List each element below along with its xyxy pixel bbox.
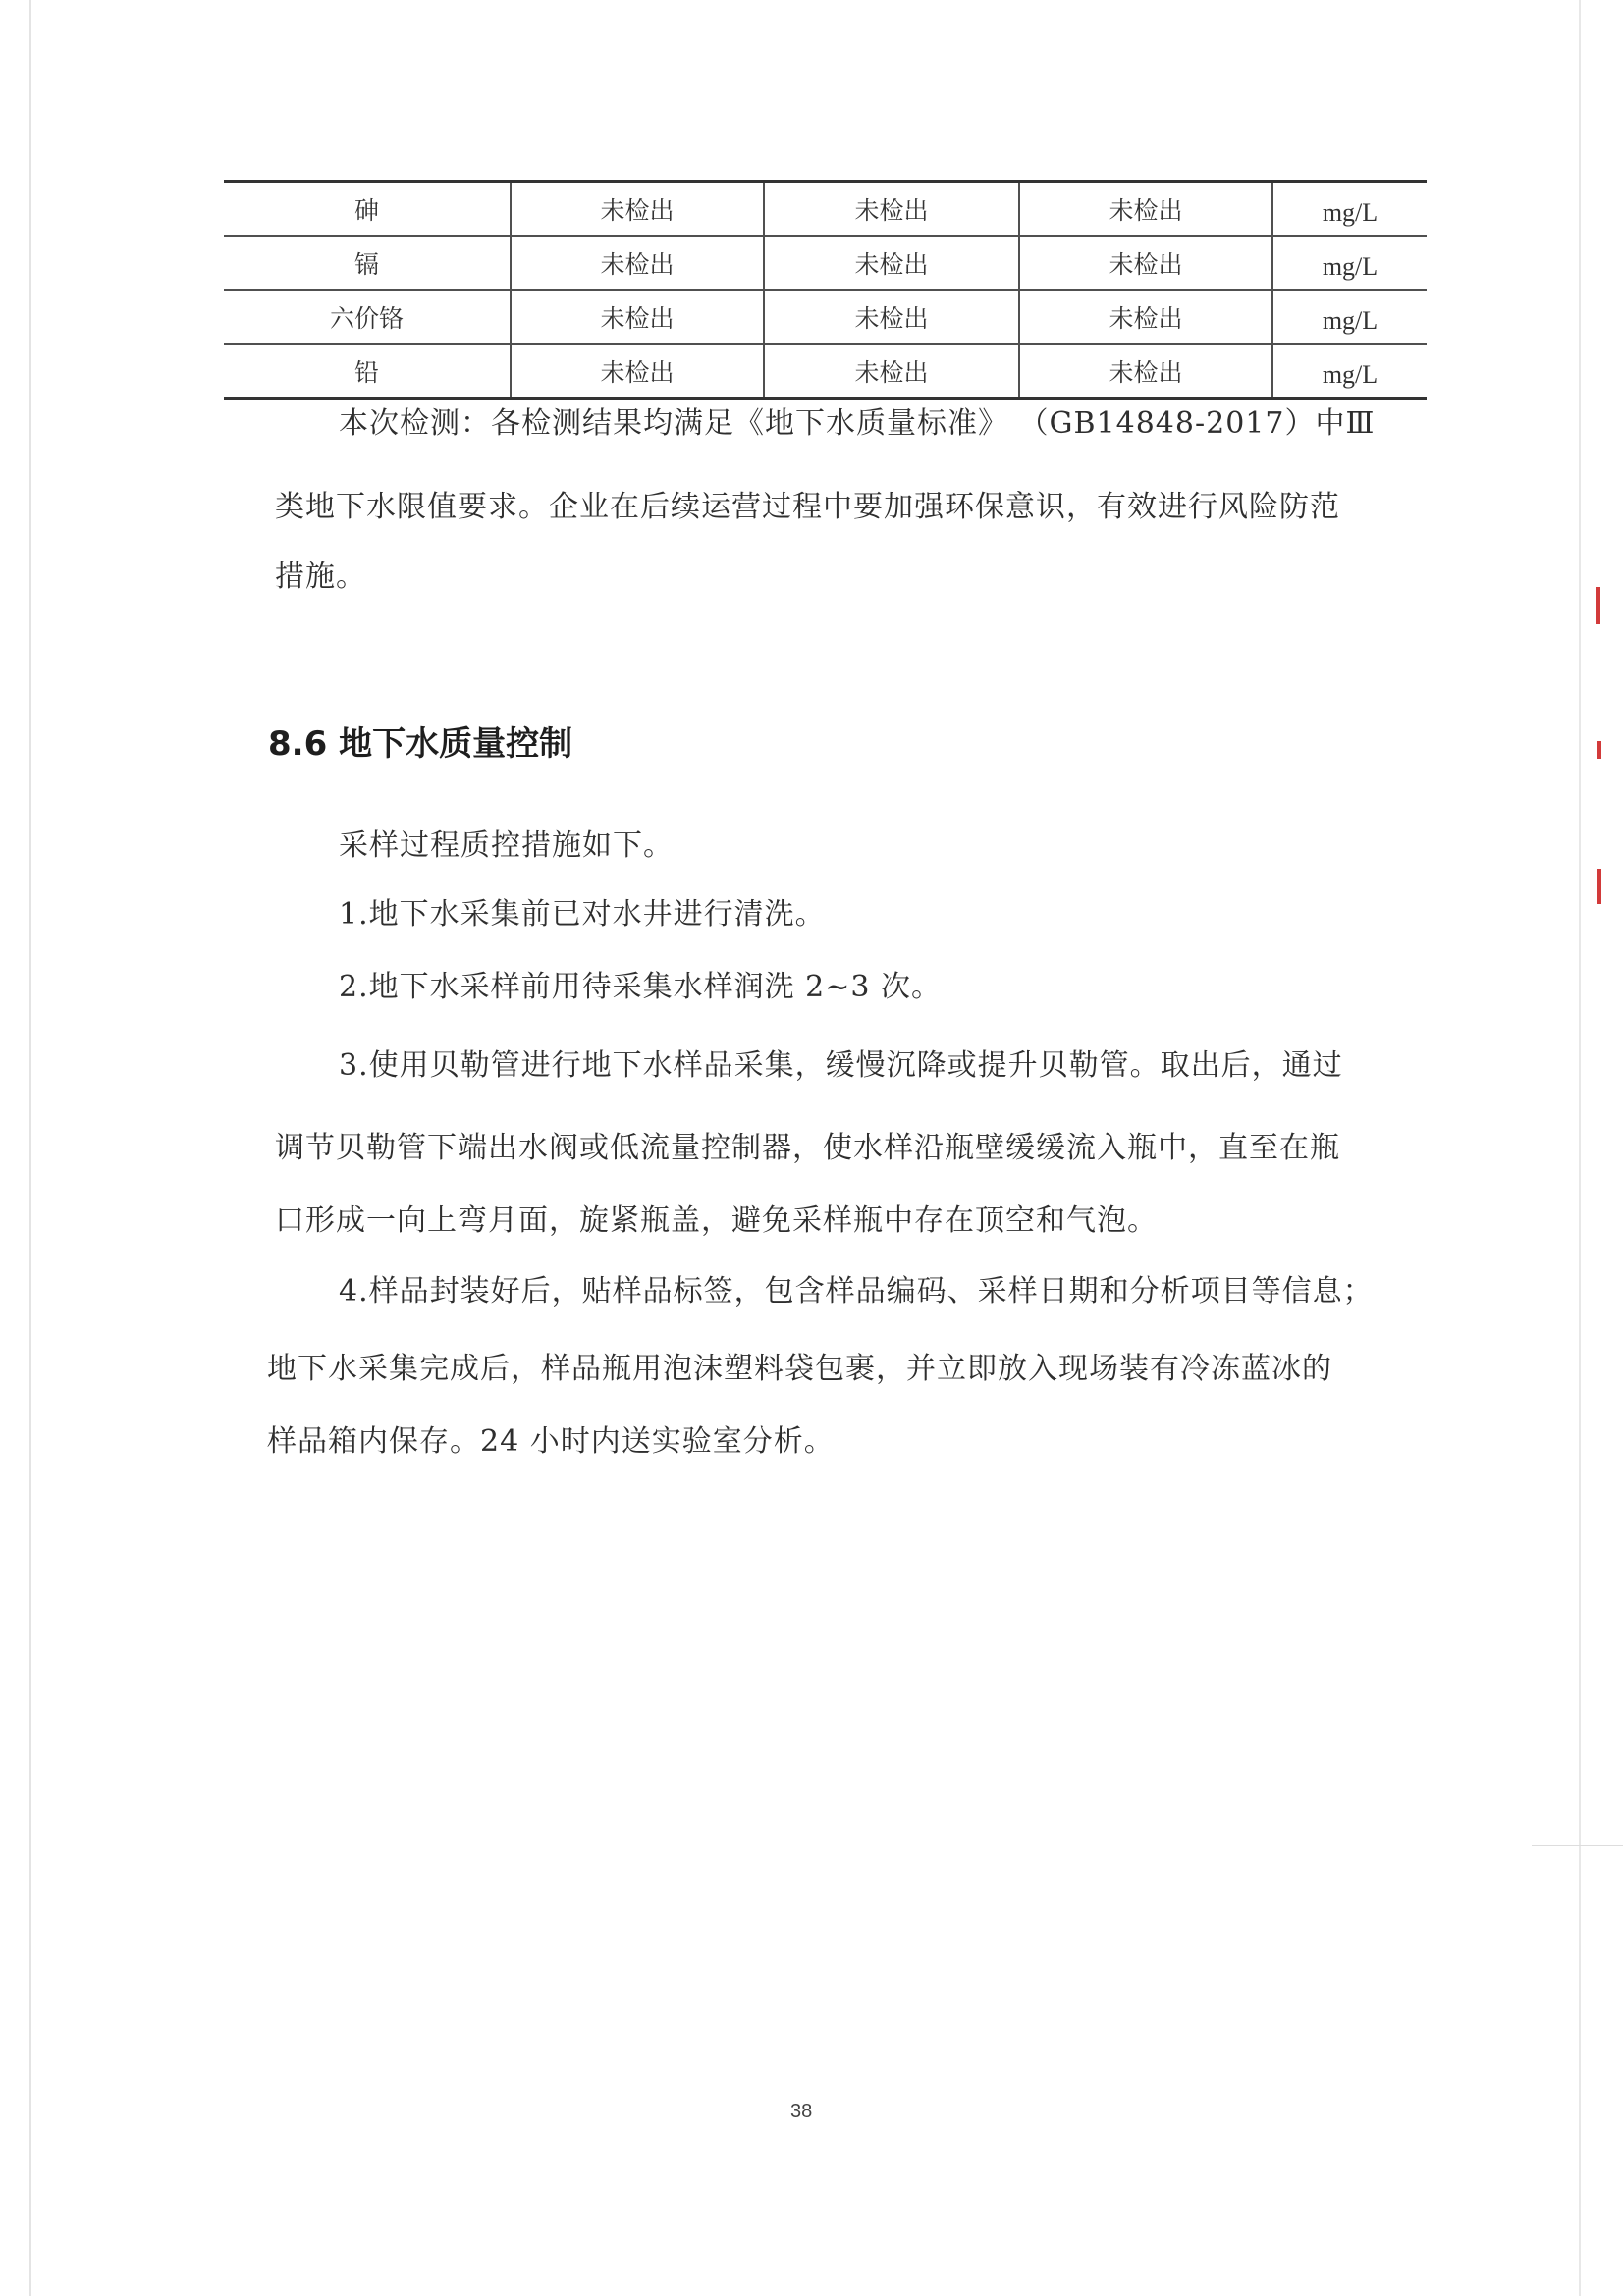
list-item: 4.样品封装好后，贴样品标签，包含样品编码、采样日期和分析项目等信息； (339, 1274, 1374, 1308)
result-cell: 未检出 (511, 344, 764, 399)
page-number: 38 (790, 2101, 813, 2122)
section-heading: 8.6 地下水质量控制 (268, 724, 573, 764)
scan-mark (1596, 587, 1600, 624)
list-item: 1.地下水采集前已对水井进行清洗。 (339, 897, 826, 932)
results-table (224, 180, 1427, 400)
scan-edge-left (29, 0, 31, 2296)
parameter-cell: 砷 (224, 182, 511, 237)
parameter-cell: 镉 (224, 236, 511, 290)
result-cell: 未检出 (1019, 344, 1272, 399)
conclusion-line: 类地下水限值要求。企业在后续运营过程中要加强环保意识，有效进行风险防范 (275, 490, 1340, 524)
result-cell: 未检出 (764, 344, 1019, 399)
scan-mark (1597, 869, 1601, 904)
scan-mark (1597, 741, 1601, 759)
result-cell: 未检出 (511, 182, 764, 237)
list-item-continuation: 调节贝勒管下端出水阀或低流量控制器，使水样沿瓶壁缓缓流入瓶中，直至在瓶 (275, 1131, 1340, 1165)
table-row (224, 182, 1427, 237)
result-cell: 未检出 (764, 182, 1019, 237)
table-row (224, 344, 1427, 399)
parameter-cell: 铅 (224, 344, 511, 399)
conclusion-line: 措施。 (275, 560, 366, 594)
list-item-continuation: 样品箱内保存。24 小时内送实验室分析。 (267, 1424, 835, 1459)
result-cell: 未检出 (764, 236, 1019, 290)
table-row (224, 290, 1427, 344)
result-cell: 未检出 (1019, 236, 1272, 290)
intro-text: 采样过程质控措施如下。 (339, 828, 674, 863)
table-row (224, 236, 1427, 290)
result-cell: 未检出 (1019, 182, 1272, 237)
list-item-continuation: 口形成一向上弯月面，旋紧瓶盖，避免采样瓶中存在顶空和气泡。 (275, 1203, 1158, 1238)
list-item-continuation: 地下水采集完成后，样品瓶用泡沫塑料袋包裹，并立即放入现场装有冷冻蓝冰的 (267, 1352, 1332, 1386)
unit-cell: mg/L (1272, 182, 1427, 237)
result-cell: 未检出 (511, 290, 764, 344)
scan-edge-right (1579, 0, 1581, 2296)
scan-line-bottom (1532, 1845, 1623, 1846)
result-cell: 未检出 (511, 236, 764, 290)
conclusion-line: 本次检测：各检测结果均满足《地下水质量标准》 （GB14848-2017）中Ⅲ (339, 406, 1376, 441)
list-item: 3.使用贝勒管进行地下水样品采集，缓慢沉降或提升贝勒管。取出后，通过 (339, 1048, 1343, 1083)
unit-cell: mg/L (1272, 344, 1427, 399)
unit-cell: mg/L (1272, 290, 1427, 344)
list-item: 2.地下水采样前用待采集水样润洗 2~3 次。 (339, 970, 943, 1004)
result-cell: 未检出 (764, 290, 1019, 344)
unit-cell: mg/L (1272, 236, 1427, 290)
result-cell: 未检出 (1019, 290, 1272, 344)
parameter-cell: 六价铬 (224, 290, 511, 344)
